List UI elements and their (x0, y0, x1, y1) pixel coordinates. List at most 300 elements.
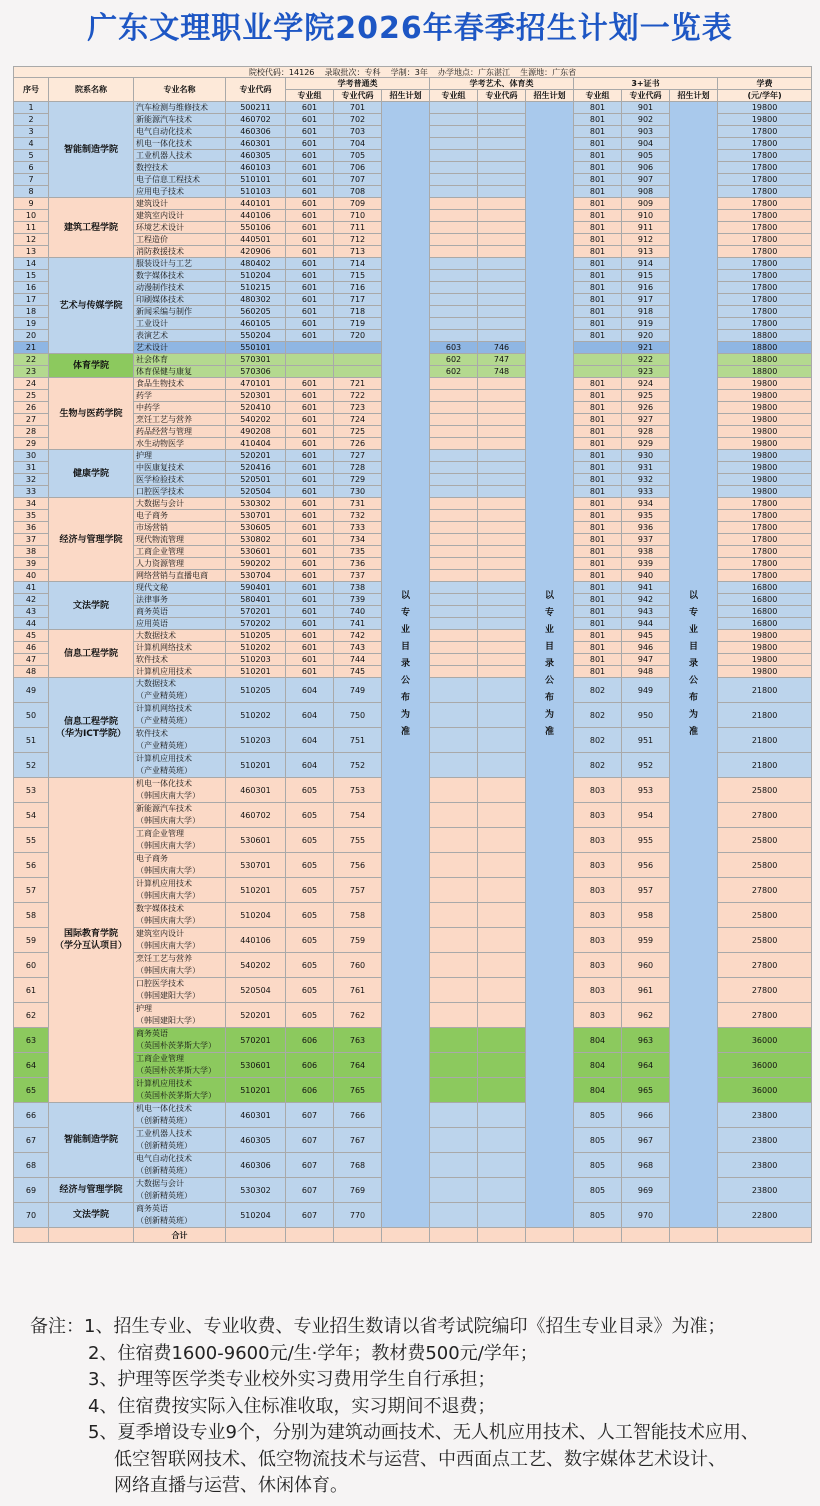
row-seq: 69 (14, 1178, 49, 1203)
tuition-fee: 17800 (718, 186, 812, 198)
enrollment-plan-note (526, 102, 574, 1228)
arts-group (430, 1028, 478, 1053)
program-name (134, 498, 226, 510)
campus-location: 办学地点：广东湛江 (438, 67, 510, 77)
row-seq: 21 (14, 342, 49, 354)
tuition-fee: 17800 (718, 198, 812, 210)
program-name-line: （创新精英班） (136, 1116, 192, 1125)
cert-code: 931 (622, 462, 670, 474)
program-name-line: 电子商务 (136, 854, 168, 863)
arts-code (478, 828, 526, 853)
ordinary-group: 605 (286, 853, 334, 878)
ordinary-code: 752 (334, 753, 382, 778)
cert-code: 939 (622, 558, 670, 570)
ordinary-code: 756 (334, 853, 382, 878)
cert-code: 967 (622, 1128, 670, 1153)
tuition-fee: 23800 (718, 1128, 812, 1153)
arts-code (478, 1053, 526, 1078)
cert-group: 801 (574, 438, 622, 450)
arts-group (430, 853, 478, 878)
total-cell (226, 1228, 286, 1243)
program-code: 460702 (226, 114, 286, 126)
program-code: 530601 (226, 1053, 286, 1078)
arts-code (478, 1078, 526, 1103)
arts-code (478, 462, 526, 474)
arts-code (478, 1103, 526, 1128)
arts-code (478, 402, 526, 414)
ordinary-code: 712 (334, 234, 382, 246)
ordinary-code: 711 (334, 222, 382, 234)
tuition-fee: 36000 (718, 1028, 812, 1053)
program-code: 550106 (226, 222, 286, 234)
program-name-line: 表演艺术 (136, 331, 168, 340)
cert-group: 801 (574, 594, 622, 606)
cert-group: 801 (574, 462, 622, 474)
cert-group: 801 (574, 558, 622, 570)
cert-code: 903 (622, 126, 670, 138)
department-name-line: 建筑工程学院 (63, 222, 118, 233)
arts-group (430, 546, 478, 558)
row-seq: 36 (14, 522, 49, 534)
row-seq: 65 (14, 1078, 49, 1103)
cert-code: 946 (622, 642, 670, 654)
program-name-line: （韩国庆南大学） (136, 891, 200, 900)
cert-code: 952 (622, 753, 670, 778)
tuition-fee: 16800 (718, 606, 812, 618)
program-code: 590202 (226, 558, 286, 570)
ordinary-group: 604 (286, 728, 334, 753)
ordinary-group: 607 (286, 1178, 334, 1203)
program-name-line: 网络营销与直播电商 (136, 571, 208, 580)
tuition-fee: 17800 (718, 294, 812, 306)
arts-code (478, 474, 526, 486)
program-name-line: （英国朴茨茅斯大学） (136, 1091, 216, 1100)
program-name-line: 电子信息工程技术 (136, 175, 200, 184)
ordinary-group: 607 (286, 1103, 334, 1128)
program-name (134, 753, 226, 778)
enrollment-table-wrapper (13, 66, 809, 1243)
tuition-fee: 17800 (718, 510, 812, 522)
program-name-line: （韩国建阳大学） (136, 1016, 200, 1025)
cert-group: 801 (574, 450, 622, 462)
cert-code: 905 (622, 150, 670, 162)
program-name-line: 应用电子技术 (136, 187, 184, 196)
cert-code: 901 (622, 102, 670, 114)
arts-group (430, 222, 478, 234)
tuition-fee: 19800 (718, 450, 812, 462)
row-seq: 19 (14, 318, 49, 330)
subheader-code: 专业代码 (334, 90, 382, 102)
program-name (134, 342, 226, 354)
arts-group (430, 390, 478, 402)
row-seq: 49 (14, 678, 49, 703)
row-seq: 66 (14, 1103, 49, 1128)
arts-group (430, 654, 478, 666)
plan-note-char: 准 (544, 727, 554, 737)
ordinary-group: 606 (286, 1078, 334, 1103)
program-name (134, 522, 226, 534)
program-name (134, 246, 226, 258)
arts-code (478, 953, 526, 978)
row-seq: 4 (14, 138, 49, 150)
program-name-line: 计算机应用技术 (136, 754, 192, 763)
ordinary-group: 601 (286, 102, 334, 114)
arts-code (478, 330, 526, 342)
program-name-line: （韩国建阳大学） (136, 991, 200, 1000)
arts-code (478, 258, 526, 270)
department-name-line: 健康学院 (72, 468, 109, 479)
cert-group: 803 (574, 903, 622, 928)
header-program: 专业名称 (134, 78, 226, 102)
ordinary-code: 728 (334, 462, 382, 474)
row-seq: 17 (14, 294, 49, 306)
arts-code (478, 150, 526, 162)
cert-group: 801 (574, 474, 622, 486)
ordinary-code: 745 (334, 666, 382, 678)
arts-code (478, 486, 526, 498)
program-name-line: （韩国庆南大学） (136, 841, 200, 850)
ordinary-group: 601 (286, 450, 334, 462)
arts-code (478, 570, 526, 582)
cert-group: 801 (574, 510, 622, 522)
program-name (134, 953, 226, 978)
program-code: 460306 (226, 126, 286, 138)
program-name (134, 474, 226, 486)
cert-group: 801 (574, 534, 622, 546)
program-name (134, 582, 226, 594)
plan-note-char: 为 (400, 710, 410, 720)
cert-group: 801 (574, 294, 622, 306)
department-name (49, 450, 134, 498)
ordinary-code: 734 (334, 534, 382, 546)
plan-note-char: 以 (688, 591, 698, 601)
cert-group: 801 (574, 186, 622, 198)
tuition-fee: 17800 (718, 270, 812, 282)
program-code: 550204 (226, 330, 286, 342)
tuition-fee: 21800 (718, 678, 812, 703)
program-code: 530704 (226, 570, 286, 582)
notes-section (30, 1314, 810, 1500)
cert-code: 940 (622, 570, 670, 582)
tuition-fee: 19800 (718, 474, 812, 486)
program-name-line: 人力资源管理 (136, 559, 184, 568)
cert-code: 913 (622, 246, 670, 258)
row-seq: 37 (14, 534, 49, 546)
program-name-line: 社会体育 (136, 355, 168, 364)
program-code: 530302 (226, 498, 286, 510)
arts-code (478, 1003, 526, 1028)
arts-group (430, 498, 478, 510)
arts-group (430, 414, 478, 426)
info-row (14, 67, 812, 78)
program-code: 460301 (226, 1103, 286, 1128)
ordinary-code: 715 (334, 270, 382, 282)
cert-group: 801 (574, 630, 622, 642)
arts-code (478, 903, 526, 928)
program-name (134, 366, 226, 378)
program-name-line: （产业精英班） (136, 741, 192, 750)
program-code: 470101 (226, 378, 286, 390)
tuition-fee: 21800 (718, 703, 812, 728)
arts-code (478, 378, 526, 390)
department-name (49, 1203, 134, 1228)
cert-group: 801 (574, 570, 622, 582)
row-seq: 25 (14, 390, 49, 402)
plan-note-char: 以 (400, 591, 410, 601)
program-name-line: 工商企业管理 (136, 1054, 184, 1063)
tuition-fee: 17800 (718, 138, 812, 150)
arts-code (478, 198, 526, 210)
plan-note-char: 为 (688, 710, 698, 720)
program-name (134, 546, 226, 558)
cert-code: 934 (622, 498, 670, 510)
cert-group: 802 (574, 678, 622, 703)
cert-code: 921 (622, 342, 670, 354)
program-name (134, 1028, 226, 1053)
cert-code: 926 (622, 402, 670, 414)
ordinary-group: 601 (286, 654, 334, 666)
plan-note-char: 布 (400, 693, 410, 703)
ordinary-code: 754 (334, 803, 382, 828)
program-code: 490208 (226, 426, 286, 438)
tuition-fee: 27800 (718, 1003, 812, 1028)
ordinary-group: 601 (286, 294, 334, 306)
ordinary-code: 764 (334, 1053, 382, 1078)
arts-group (430, 606, 478, 618)
arts-group (430, 582, 478, 594)
arts-code (478, 174, 526, 186)
ordinary-code: 727 (334, 450, 382, 462)
row-seq: 2 (14, 114, 49, 126)
row-seq: 64 (14, 1053, 49, 1078)
cert-code: 938 (622, 546, 670, 558)
arts-group (430, 378, 478, 390)
cert-group: 803 (574, 1003, 622, 1028)
row-seq: 57 (14, 878, 49, 903)
program-code: 480302 (226, 294, 286, 306)
cert-group: 802 (574, 703, 622, 728)
row-seq: 60 (14, 953, 49, 978)
ordinary-code: 705 (334, 150, 382, 162)
arts-code (478, 678, 526, 703)
department-name-line: （学分互认项目） (54, 941, 127, 951)
program-name-line: 大数据与会计 (136, 499, 184, 508)
ordinary-code: 736 (334, 558, 382, 570)
program-name (134, 678, 226, 703)
tuition-fee: 19800 (718, 390, 812, 402)
tuition-fee: 17800 (718, 210, 812, 222)
program-name-line: （创新精英班） (136, 1166, 192, 1175)
ordinary-group: 607 (286, 1203, 334, 1228)
row-seq: 11 (14, 222, 49, 234)
program-code: 510204 (226, 270, 286, 282)
program-name-line: 汽车检测与维修技术 (136, 103, 208, 112)
tuition-fee: 19800 (718, 426, 812, 438)
arts-group (430, 1178, 478, 1203)
ordinary-group: 606 (286, 1028, 334, 1053)
program-code: 570301 (226, 354, 286, 366)
arts-group: 602 (430, 366, 478, 378)
row-seq: 7 (14, 174, 49, 186)
program-name-line: 口腔医学技术 (136, 979, 184, 988)
row-seq: 47 (14, 654, 49, 666)
tuition-fee: 25800 (718, 778, 812, 803)
arts-group (430, 486, 478, 498)
ordinary-group: 601 (286, 330, 334, 342)
ordinary-group: 607 (286, 1128, 334, 1153)
cert-code: 932 (622, 474, 670, 486)
tuition-fee: 25800 (718, 928, 812, 953)
arts-code (478, 928, 526, 953)
program-name (134, 294, 226, 306)
row-seq: 44 (14, 618, 49, 630)
arts-code (478, 558, 526, 570)
ordinary-code: 739 (334, 594, 382, 606)
cert-group: 803 (574, 928, 622, 953)
total-cell (574, 1228, 622, 1243)
ordinary-group: 605 (286, 903, 334, 928)
arts-group (430, 953, 478, 978)
tuition-fee: 19800 (718, 654, 812, 666)
arts-group (430, 1103, 478, 1128)
ordinary-group: 601 (286, 426, 334, 438)
arts-code (478, 126, 526, 138)
ordinary-group: 606 (286, 1053, 334, 1078)
program-name-line: 烹饪工艺与营养 (136, 415, 192, 424)
tuition-fee: 17800 (718, 162, 812, 174)
cert-group: 801 (574, 426, 622, 438)
program-name (134, 402, 226, 414)
program-name (134, 306, 226, 318)
program-name (134, 138, 226, 150)
arts-group (430, 474, 478, 486)
ordinary-group: 601 (286, 462, 334, 474)
ordinary-code (334, 342, 382, 354)
plan-note-char: 录 (544, 659, 554, 669)
cert-code: 958 (622, 903, 670, 928)
ordinary-code: 716 (334, 282, 382, 294)
ordinary-group: 601 (286, 642, 334, 654)
row-seq: 67 (14, 1128, 49, 1153)
ordinary-group: 601 (286, 210, 334, 222)
cert-code: 922 (622, 354, 670, 366)
row-seq: 50 (14, 703, 49, 728)
program-code: 440106 (226, 928, 286, 953)
program-code: 520201 (226, 1003, 286, 1028)
ordinary-code: 763 (334, 1028, 382, 1053)
row-seq: 26 (14, 402, 49, 414)
program-name-line: （韩国庆南大学） (136, 816, 200, 825)
program-code: 570306 (226, 366, 286, 378)
ordinary-group: 601 (286, 618, 334, 630)
row-seq: 29 (14, 438, 49, 450)
ordinary-code: 724 (334, 414, 382, 426)
cert-code: 961 (622, 978, 670, 1003)
note-line: 4、住宿费按实际入住标准收取，实习期间不退费； (88, 1395, 496, 1417)
total-cell (526, 1228, 574, 1243)
ordinary-code: 767 (334, 1128, 382, 1153)
ordinary-group: 607 (286, 1153, 334, 1178)
program-name (134, 390, 226, 402)
header-group-arts: 学考艺术、体育类 (430, 78, 574, 90)
tuition-fee: 17800 (718, 498, 812, 510)
row-seq: 3 (14, 126, 49, 138)
tuition-fee: 17800 (718, 318, 812, 330)
cert-group: 804 (574, 1028, 622, 1053)
ordinary-code: 762 (334, 1003, 382, 1028)
program-name (134, 102, 226, 114)
tuition-fee: 17800 (718, 150, 812, 162)
arts-group (430, 978, 478, 1003)
header-code: 专业代码 (226, 78, 286, 102)
row-seq: 6 (14, 162, 49, 174)
tuition-fee: 16800 (718, 618, 812, 630)
program-code: 520301 (226, 390, 286, 402)
tuition-fee: 18800 (718, 354, 812, 366)
program-name (134, 162, 226, 174)
ordinary-code: 709 (334, 198, 382, 210)
cert-group: 801 (574, 198, 622, 210)
total-label: 合计 (134, 1228, 226, 1243)
cert-group: 801 (574, 414, 622, 426)
arts-group (430, 450, 478, 462)
subheader-tuition-unit: (元/学年) (718, 90, 812, 102)
ordinary-code: 761 (334, 978, 382, 1003)
cert-code: 969 (622, 1178, 670, 1203)
program-name-line: 计算机应用技术 (136, 1079, 192, 1088)
program-name-line: （创新精英班） (136, 1141, 192, 1150)
tuition-fee: 25800 (718, 853, 812, 878)
arts-group (430, 1203, 478, 1228)
program-name (134, 282, 226, 294)
program-code: 410404 (226, 438, 286, 450)
ordinary-code: 760 (334, 953, 382, 978)
program-name-line: 服装设计与工艺 (136, 259, 192, 268)
cert-code: 920 (622, 330, 670, 342)
program-name-line: 药品经营与管理 (136, 427, 192, 436)
row-seq: 8 (14, 186, 49, 198)
program-name-line: 计算机网络技术 (136, 643, 192, 652)
cert-code: 927 (622, 414, 670, 426)
ordinary-code: 733 (334, 522, 382, 534)
ordinary-code: 710 (334, 210, 382, 222)
program-code: 500211 (226, 102, 286, 114)
cert-group: 802 (574, 753, 622, 778)
ordinary-code: 732 (334, 510, 382, 522)
ordinary-group (286, 354, 334, 366)
total-spacer (49, 1228, 134, 1243)
ordinary-group: 601 (286, 522, 334, 534)
total-cell (670, 1228, 718, 1243)
cert-group: 801 (574, 174, 622, 186)
ordinary-group: 601 (286, 114, 334, 126)
ordinary-code: 742 (334, 630, 382, 642)
program-name (134, 210, 226, 222)
arts-group (430, 558, 478, 570)
cert-group (574, 366, 622, 378)
cert-group: 803 (574, 778, 622, 803)
program-name-line: 数字媒体技术 (136, 904, 184, 913)
program-name (134, 928, 226, 953)
ordinary-group: 601 (286, 174, 334, 186)
program-name (134, 234, 226, 246)
tuition-fee: 17800 (718, 306, 812, 318)
program-name (134, 594, 226, 606)
ordinary-code: 704 (334, 138, 382, 150)
tuition-fee: 17800 (718, 246, 812, 258)
cert-code: 942 (622, 594, 670, 606)
arts-code (478, 282, 526, 294)
